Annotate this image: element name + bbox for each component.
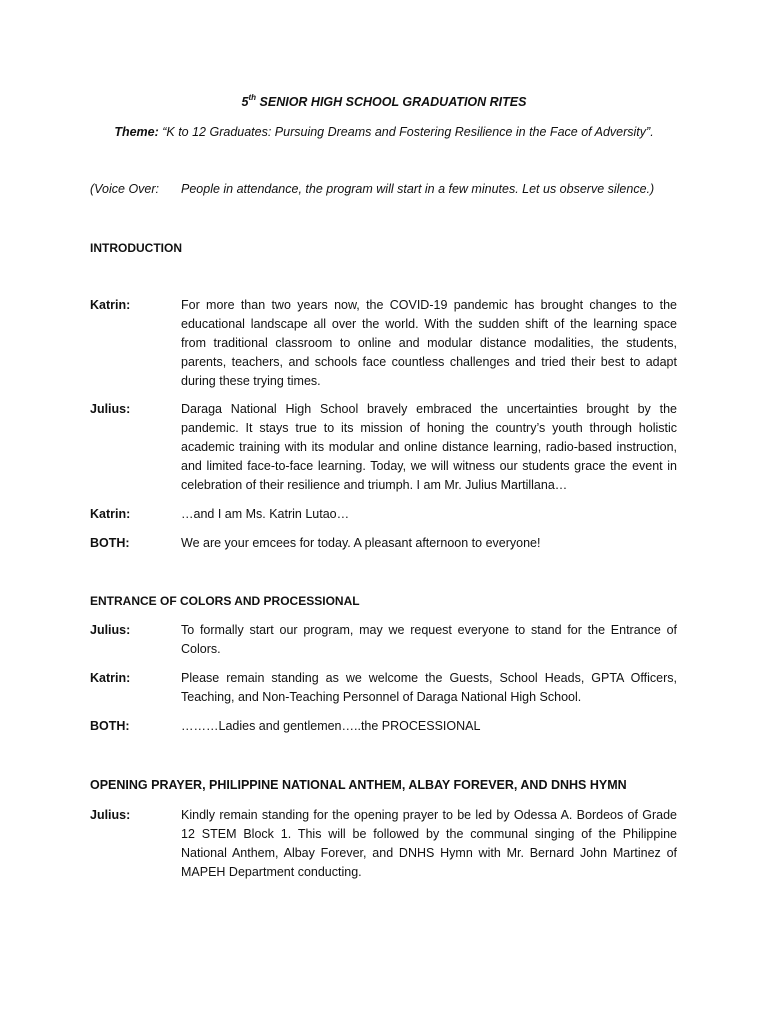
speaker-label: Julius: <box>90 808 131 822</box>
dialogue-line: from traditional classroom to online and modular distance modalities, the students, <box>181 336 677 350</box>
speaker-label: Katrin: <box>90 507 131 521</box>
dialogue-line: Kindly remain standing for the opening prayer to be led by Odessa A. Bordeos of Grade <box>181 808 677 822</box>
dialogue-line: Daraga National High School bravely embraced the uncertainties brought by the <box>181 402 677 416</box>
dialogue-line: Please remain standing as we welcome the Guests, School Heads, GPTA Officers, <box>181 671 677 685</box>
dialogue-line: educational landscape all over the world. With the sudden shift of the learning space <box>181 317 677 331</box>
dialogue-line: …and I am Ms. Katrin Lutao… <box>181 507 350 521</box>
dialogue-line: 12 STEM Block 1. This will be followed by the communal singing of the Philippine <box>181 827 677 841</box>
speaker-label: Katrin: <box>90 298 131 312</box>
speaker-label: Katrin: <box>90 671 131 685</box>
title-text: SENIOR HIGH SCHOOL GRADUATION RITES <box>256 95 527 109</box>
dialogue-line: Colors. <box>181 642 221 656</box>
dialogue-line: ………Ladies and gentlemen…..the PROCESSIONAL <box>181 719 481 733</box>
document-title <box>0 93 768 112</box>
section-heading-entrance: ENTRANCE OF COLORS AND PROCESSIONAL <box>90 594 360 608</box>
dialogue-line: Teaching, and Non-Teaching Personnel of Daraga National High School. <box>181 690 582 704</box>
theme-label: Theme: <box>114 125 159 139</box>
dialogue-line: and limited face-to-face learning. Today, we will witness our students grace the event in <box>181 459 677 473</box>
dialogue-line: pandemic. It stays true to its mission of honing the country’s youth through holistic <box>181 421 677 435</box>
theme-line <box>0 123 768 142</box>
speaker-label: Julius: <box>90 623 131 637</box>
voice-over-label: (Voice Over: <box>90 182 160 196</box>
speaker-label: BOTH: <box>90 536 130 550</box>
dialogue-line: during these trying times. <box>181 374 321 388</box>
theme-text: “K to 12 Graduates: Pursuing Dreams and Fostering Resilience in the Face of Adversity”. <box>158 125 654 139</box>
dialogue-line: parents, teachers, and schools face countless challenges and tried their best to adapt <box>181 355 677 369</box>
dialogue-line: To formally start our program, may we request everyone to stand for the Entrance of <box>181 623 677 637</box>
title-ordinal-suffix: th <box>248 92 257 102</box>
section-heading-opening: OPENING PRAYER, PHILIPPINE NATIONAL ANTHEM, ALBAY FOREVER, AND DNHS HYMN <box>90 778 627 792</box>
section-heading-introduction: INTRODUCTION <box>90 241 182 255</box>
dialogue-line: We are your emcees for today. A pleasant afternoon to everyone! <box>181 536 541 550</box>
dialogue-line: For more than two years now, the COVID-19 pandemic has brought changes to the <box>181 298 677 312</box>
title-number: 5 <box>241 95 249 109</box>
dialogue-line: academic training with its modular and online distance learning, radio-based instruction, <box>181 440 677 454</box>
dialogue-line: celebration of their resilience and triumph. I am Mr. Julius Martillana… <box>181 478 568 492</box>
speaker-label: Julius: <box>90 402 131 416</box>
dialogue-line: MAPEH Department conducting. <box>181 865 362 879</box>
dialogue-line: National Anthem, Albay Forever, and DNHS Hymn with Mr. Bernard John Martinez of <box>181 846 677 860</box>
speaker-label: BOTH: <box>90 719 130 733</box>
voice-over-text: People in attendance, the program will start in a few minutes. Let us observe silence.) <box>181 182 655 196</box>
